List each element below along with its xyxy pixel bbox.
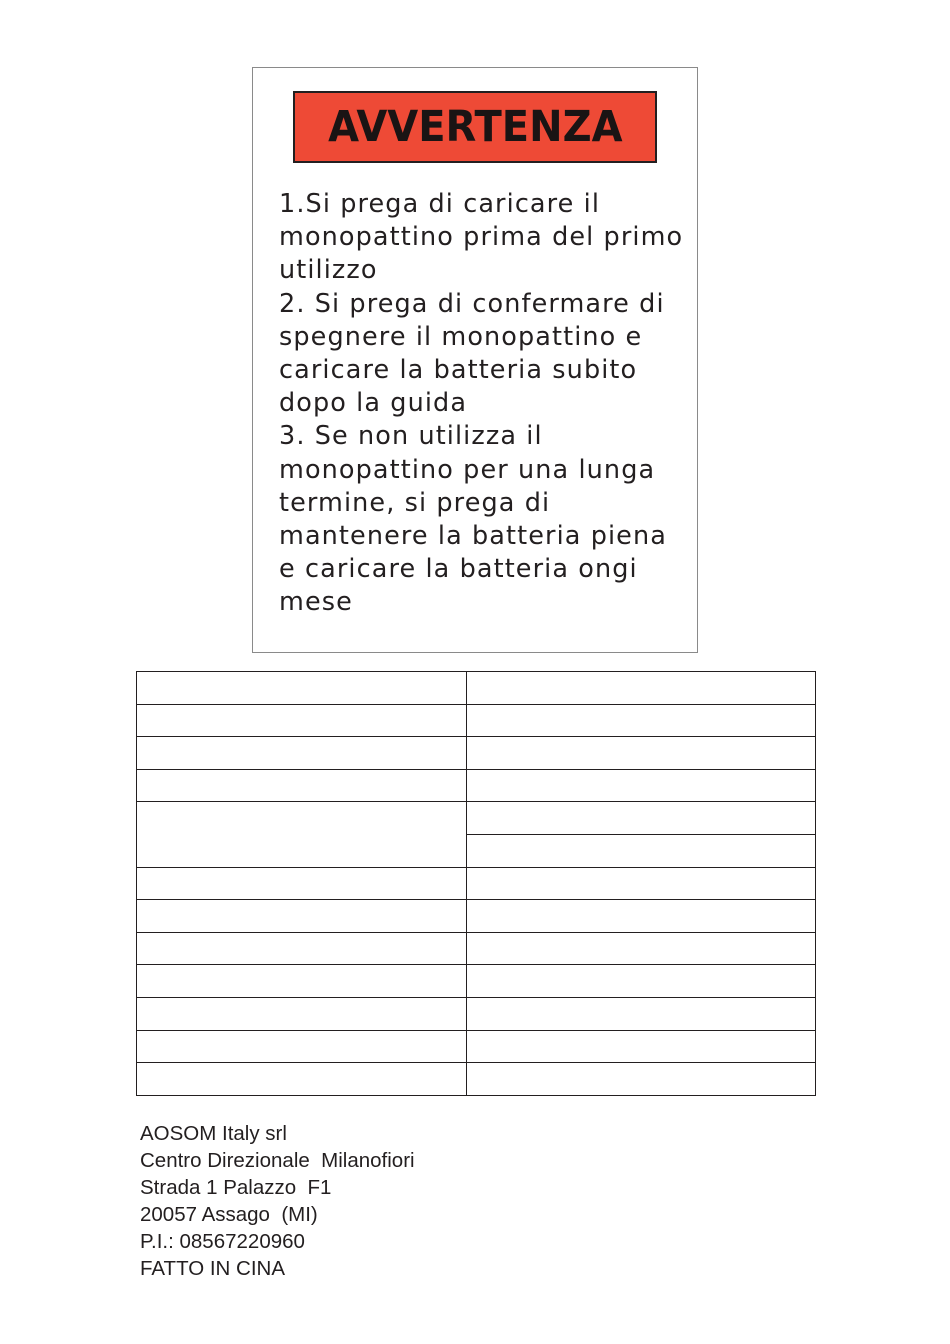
table-row (137, 867, 816, 900)
address-line: FATTO IN CINA (140, 1257, 286, 1280)
warning-label (252, 67, 698, 653)
table-cell-merged (137, 802, 467, 867)
address-line: 20057 Assago (MI) (140, 1203, 318, 1226)
table-row (137, 965, 816, 998)
table-row (137, 997, 816, 1030)
company-address (140, 1120, 415, 1282)
warning-line: monopattino per una lunga (279, 454, 656, 485)
table-row (137, 737, 816, 770)
table-cell (137, 1063, 467, 1096)
table-cell (467, 1063, 816, 1096)
warning-line: termine, si prega di (279, 487, 551, 518)
address-line: AOSOM Italy srl (140, 1122, 287, 1145)
warning-line: 3. Se non utilizza il (279, 421, 543, 452)
warning-line: spegnere il monopattino e (279, 321, 643, 352)
warning-title: AVVERTENZA (327, 101, 623, 152)
table-row (137, 802, 816, 835)
warning-line: caricare la batteria subito (279, 355, 638, 386)
spec-table (136, 671, 816, 1096)
table-cell (467, 834, 816, 867)
warning-line: utilizzo (279, 255, 378, 286)
address-line: Strada 1 Palazzo F1 (140, 1176, 332, 1199)
table-cell (137, 704, 467, 737)
warning-line: e caricare la batteria ongi (279, 554, 638, 585)
table-row (137, 932, 816, 965)
address-line: Centro Direzionale Milanofiori (140, 1149, 415, 1172)
table-row (137, 1063, 816, 1096)
warning-instructions (279, 188, 697, 620)
table-cell (467, 769, 816, 802)
table-cell (467, 802, 816, 835)
table-cell (137, 965, 467, 998)
table-row (137, 672, 816, 705)
table-cell (137, 932, 467, 965)
table-cell (467, 737, 816, 770)
table-cell (467, 932, 816, 965)
warning-banner (293, 91, 657, 163)
table-cell (137, 867, 467, 900)
table-cell (467, 900, 816, 933)
table-cell (137, 900, 467, 933)
address-line: P.I.: 08567220960 (140, 1230, 305, 1253)
table-cell (467, 672, 816, 705)
table-cell (467, 704, 816, 737)
warning-line: 2. Si prega di confermare di (279, 288, 665, 319)
table-cell (137, 737, 467, 770)
table-row (137, 1030, 816, 1063)
table-row (137, 769, 816, 802)
warning-line: monopattino prima del primo (279, 222, 684, 253)
table-cell (137, 997, 467, 1030)
table-row (137, 704, 816, 737)
table-cell (137, 1030, 467, 1063)
table-cell (137, 672, 467, 705)
table-row (137, 900, 816, 933)
table-cell (467, 867, 816, 900)
table-cell (467, 965, 816, 998)
table-cell (467, 1030, 816, 1063)
table-cell (467, 997, 816, 1030)
warning-line: mantenere la batteria piena (279, 521, 667, 552)
table-cell (137, 769, 467, 802)
warning-line: dopo la guida (279, 388, 468, 419)
warning-line: mese (279, 587, 353, 618)
warning-line: 1.Si prega di caricare il (279, 189, 601, 219)
